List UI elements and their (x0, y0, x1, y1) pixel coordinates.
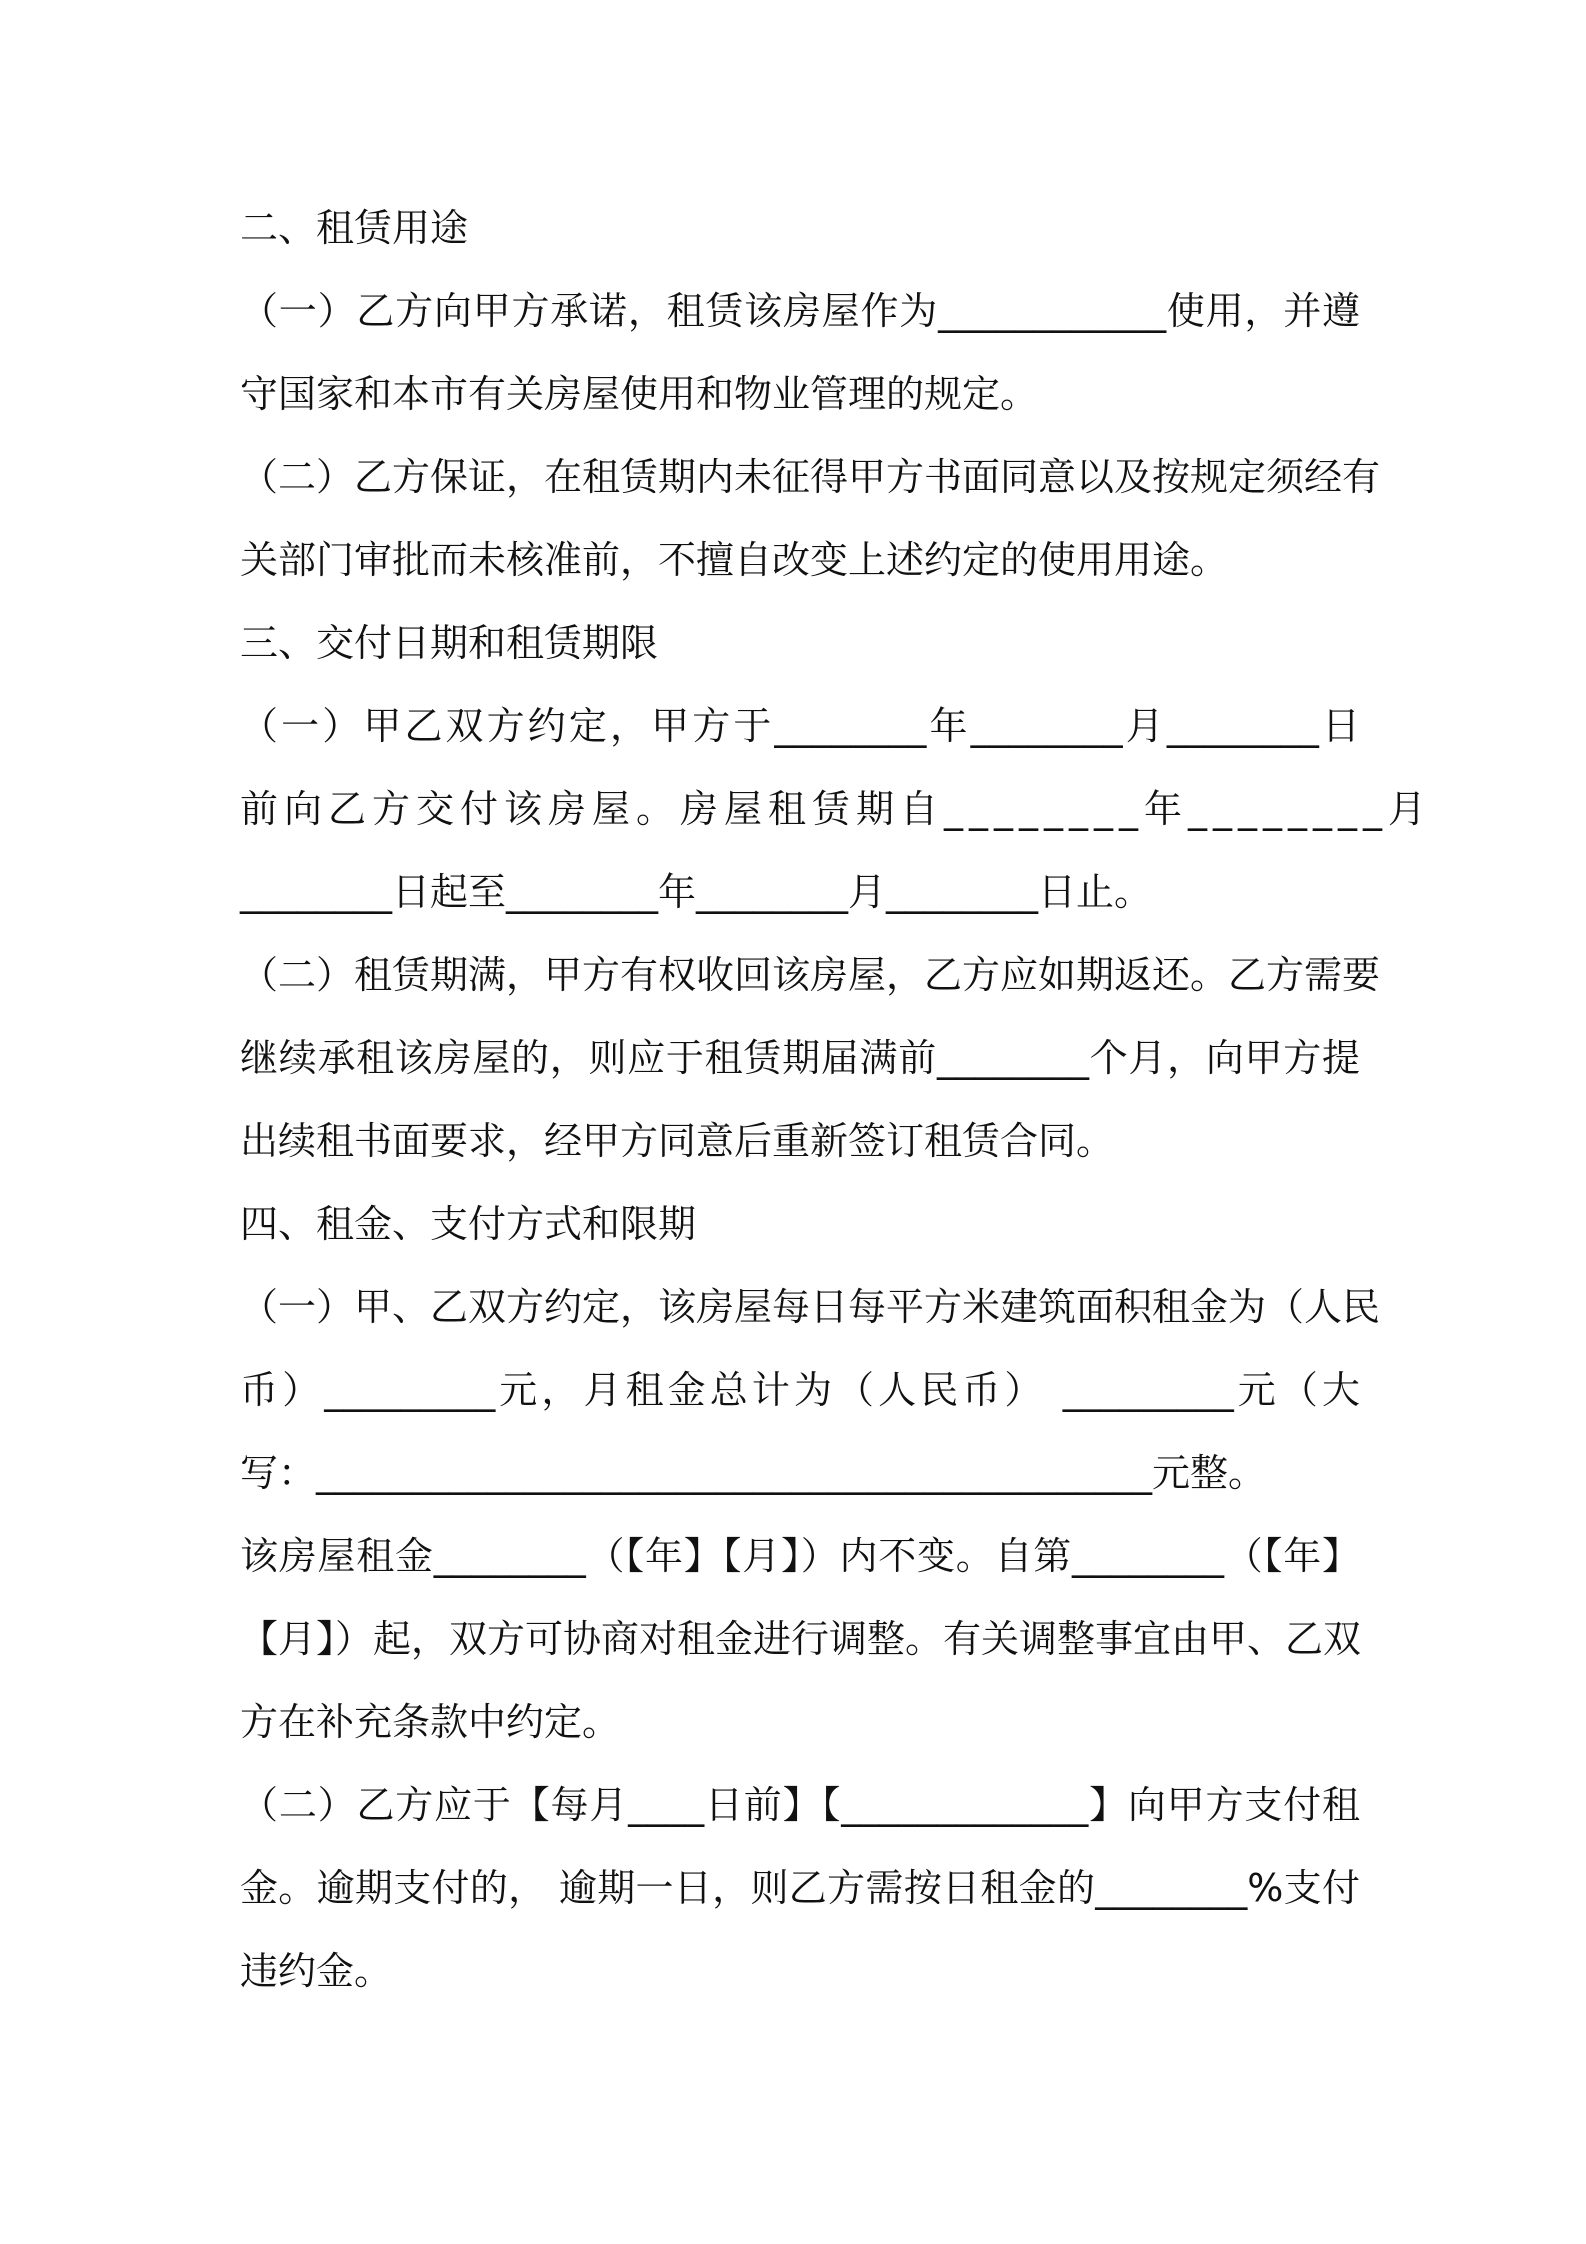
paragraph-line: 关部门审批而未核准前，不擅自改变上述约定的使用用途。 (240, 538, 1229, 582)
paragraph-line: 前向乙方交付该房屋。房屋租赁期自________年________月 (240, 787, 1433, 831)
paragraph-line: 出续租书面要求，经甲方同意后重新签订租赁合同。 (240, 1119, 1115, 1163)
paragraph-line: 写：____________________________________________元整。 (240, 1451, 1267, 1495)
paragraph-line: （二）租赁期满，甲方有权收回该房屋，乙方应如期返还。乙方需要 (240, 953, 1381, 997)
paragraph-line: 金。逾期支付的， 逾期一日，则乙方需按日租金的________%支付 (240, 1866, 1360, 1910)
paragraph-line: 违约金。 (240, 1949, 393, 1993)
paragraph-line: 【月】）起，双方可协商对租金进行调整。有关调整事宜由甲、乙双 (240, 1617, 1362, 1661)
paragraph-line: 该房屋租金________（【年】【月】）内不变。自第________（【年】 (240, 1534, 1360, 1578)
section-heading-rental-purpose: 二、租赁用途 (240, 206, 469, 250)
paragraph-line: （一）乙方向甲方承诺，租赁该房屋作为____________使用，并遵 (240, 289, 1360, 333)
paragraph-line: （二）乙方保证，在租赁期内未征得甲方书面同意以及按规定须经有 (240, 455, 1381, 499)
paragraph-line: 方在补充条款中约定。 (240, 1700, 621, 1744)
paragraph-line: （一）甲、乙双方约定，该房屋每日每平方米建筑面积租金为（人民 (240, 1285, 1381, 1329)
paragraph-line: 继续承租该房屋的，则应于租赁期届满前________个月，向甲方提 (240, 1036, 1360, 1080)
section-heading-delivery-term: 三、交付日期和租赁期限 (240, 621, 659, 665)
paragraph-line: 币）_________元，月租金总计为（人民币） _________元（大 (240, 1368, 1360, 1412)
paragraph-line: ________日起至________年________月________日止。 (240, 870, 1153, 914)
paragraph-line: （一）甲乙双方约定，甲方于________年________月________日 (240, 704, 1360, 748)
paragraph-line: 守国家和本市有关房屋使用和物业管理的规定。 (240, 372, 1039, 416)
paragraph-line: （二）乙方应于【每月____日前】【_____________】向甲方支付租 (240, 1783, 1360, 1827)
section-heading-rent-payment: 四、租金、支付方式和限期 (240, 1202, 697, 1246)
